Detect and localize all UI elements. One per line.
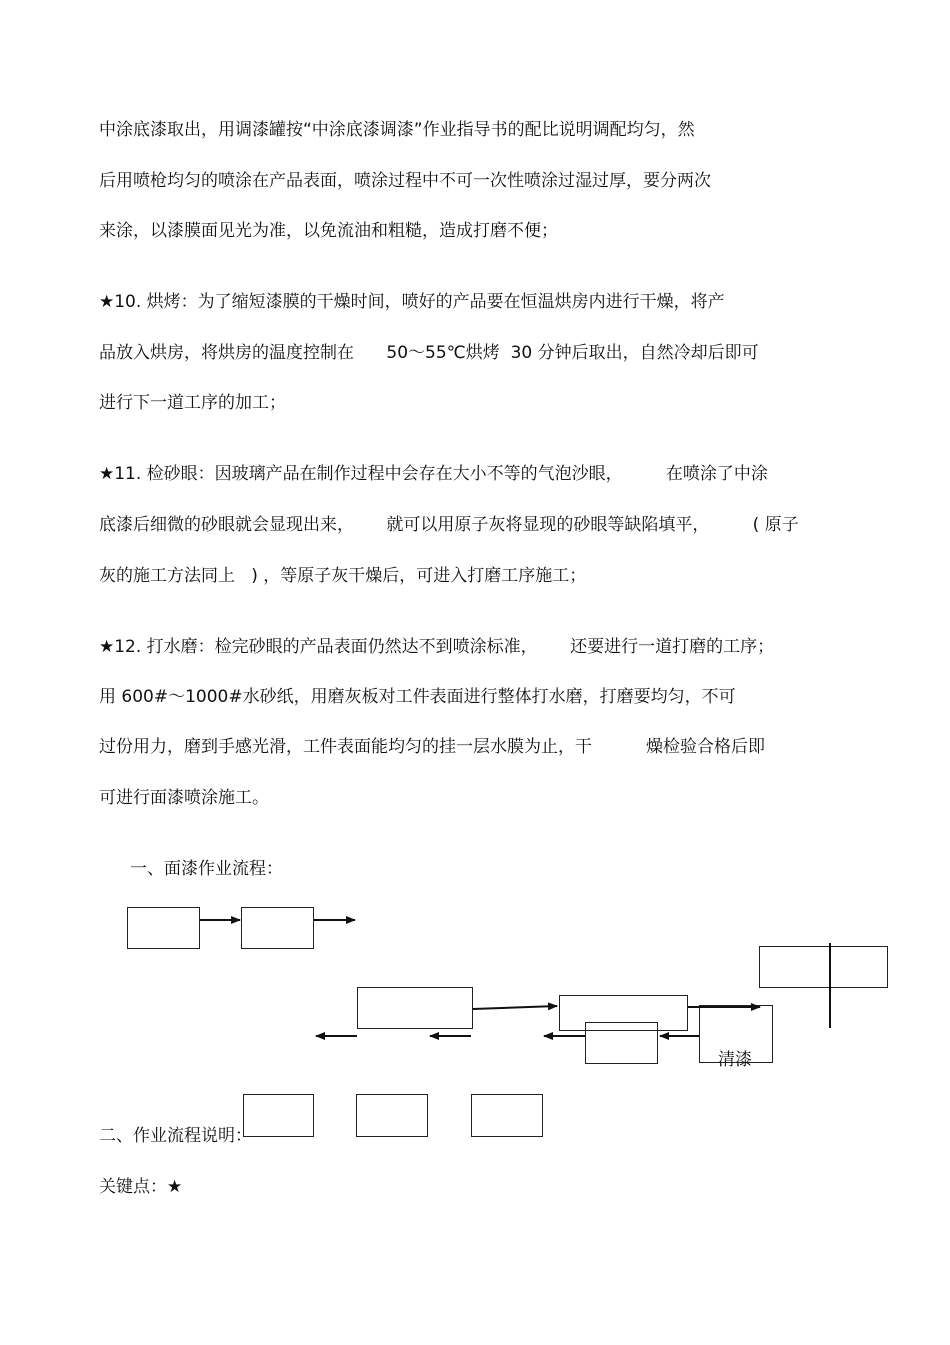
- paragraph-12-line-1: ★12. 打水磨：检完砂眼的产品表面仍然达不到喷涂标准， 还要进行一道打磨的工序；: [99, 637, 775, 657]
- paragraph-11-line-2: 底漆后细微的砂眼就会显现出来， 就可以用原子灰将显现的砂眼等缺陷填平， ( 原子: [99, 515, 799, 535]
- paragraph-12-line-2: 用 600#～1000#水砂纸，用磨灰板对工件表面进行整体打水磨，打磨要均匀，不可: [99, 687, 736, 707]
- paragraph-11-line-3: 灰的施工方法同上 ) ，等原子灰干燥后，可进入打磨工序施工；: [99, 566, 587, 586]
- paragraph-9-line-3: 来涂，以漆膜面见光为准，以免流油和粗糙，造成打磨不便；: [99, 221, 558, 241]
- key-point-line: 关键点：★: [99, 1177, 183, 1197]
- paragraph-10-line-2: 品放入烘房，将烘房的温度控制在 50～55℃烘烤 30 分钟后取出，自然冷却后即可: [99, 343, 759, 363]
- arrow-box3-to-box4: [473, 1006, 557, 1009]
- paragraph-12-line-4: 可进行面漆喷涂施工。: [99, 788, 269, 808]
- paragraph-10-line-1: ★10. 烘烤：为了缩短漆膜的干燥时间，喷好的产品要在恒温烘房内进行干燥，将产: [99, 292, 725, 312]
- section-heading-topcoat-flow: 一、面漆作业流程：: [130, 859, 283, 879]
- paragraph-9-line-1: 中涂底漆取出，用调漆罐按“中涂底漆调漆”作业指导书的配比说明调配均匀，然: [99, 120, 695, 140]
- flow-label-qingqi: 清漆: [718, 1050, 752, 1070]
- section-heading-flow-description: 二、作业流程说明：: [99, 1126, 252, 1146]
- paragraph-9-line-2: 后用喷枪均匀的喷涂在产品表面，喷涂过程中不可一次性喷涂过湿过厚，要分两次: [99, 171, 711, 191]
- paragraph-10-line-3: 进行下一道工序的加工；: [99, 393, 286, 413]
- paragraph-11-line-1: ★11. 检砂眼：因玻璃产品在制作过程中会存在大小不等的气泡沙眼， 在喷涂了中涂: [99, 464, 768, 484]
- paragraph-12-line-3: 过份用力，磨到手感光滑，工件表面能均匀的挂一层水膜为止，干 燥检验合格后即: [99, 737, 766, 757]
